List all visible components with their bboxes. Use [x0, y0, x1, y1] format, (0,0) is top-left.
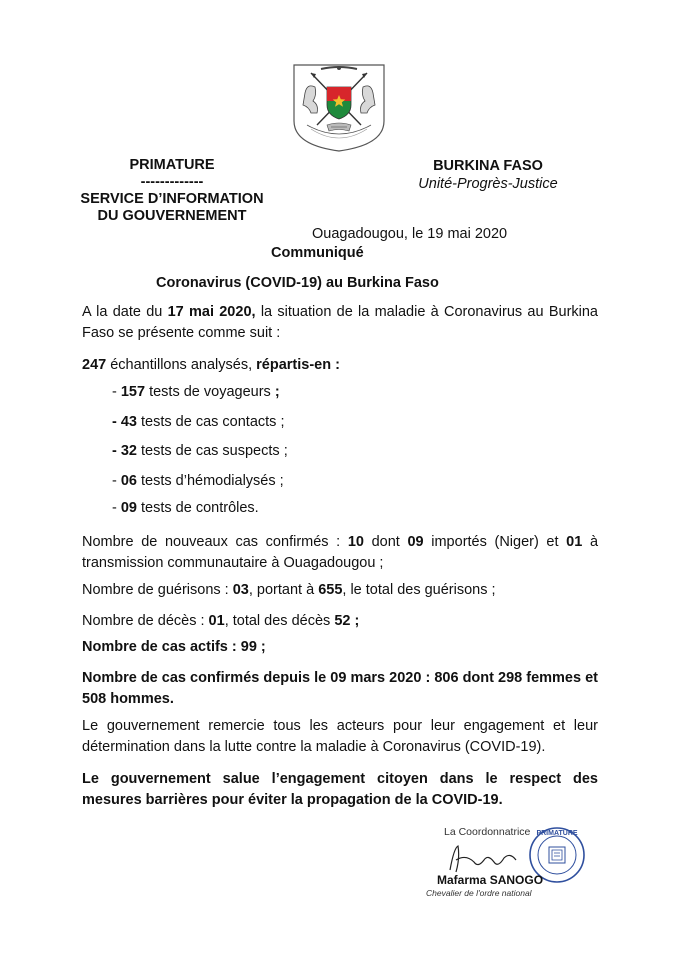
recoveries-line [82, 580, 598, 601]
new-cases-text-4: à transmission communautaire à Ouagadougou ; [82, 534, 599, 571]
deaths-new: 01 [208, 613, 225, 629]
list-bullet: - [112, 443, 121, 459]
signatory-distinction: Chevalier de l'ordre national [426, 888, 532, 898]
test-count: 157 [120, 384, 146, 400]
list-end: ; [283, 443, 288, 459]
recoveries-total: 655 [318, 582, 343, 598]
signatory-role: La Coordonnatrice [444, 826, 531, 838]
service-name-line2: DU GOUVERNEMENT [97, 208, 247, 224]
header-left [72, 157, 272, 225]
deaths-text-3: ; [350, 613, 360, 629]
stamp-label: PRIMATURE [536, 830, 578, 837]
deaths-text-2: , total des décès [224, 613, 335, 629]
test-label: tests d’hémodialysés [137, 473, 280, 489]
list-item [112, 412, 285, 432]
communique-title: Coronavirus (COVID-19) au Burkina Faso [156, 275, 439, 291]
samples-count: 247 [82, 357, 107, 373]
list-bullet: - [112, 500, 121, 516]
deaths-total: 52 [334, 613, 351, 629]
new-cases-text-3: importés (Niger) et [423, 534, 567, 550]
samples-text-1: échantillons analysés, [106, 357, 257, 373]
salute-paragraph: Le gouvernement salue l’engagement citoyen dans le respect des mesures barrières pour éviter la propagation de la COVID-19. [82, 771, 598, 808]
intro-paragraph [82, 302, 598, 344]
test-label: tests de contrôles. [137, 500, 259, 516]
national-motto: Unité-Progrès-Justice [418, 176, 558, 192]
samples-text-2: répartis-en : [256, 357, 340, 373]
list-item [112, 382, 280, 402]
new-cases-text-2: dont [363, 534, 408, 550]
new-cases-community: 01 [566, 534, 583, 550]
list-end: ; [279, 473, 284, 489]
intro-date: 17 mai 2020, [167, 304, 256, 320]
list-item [112, 471, 284, 491]
ministry-name: PRIMATURE [129, 157, 215, 173]
list-end: ; [280, 414, 285, 430]
recoveries-text-1: Nombre de guérisons : [82, 582, 233, 598]
coat-of-arms-emblem [291, 63, 387, 153]
test-label: tests de cas contacts [137, 414, 281, 430]
service-name-line1: SERVICE D’INFORMATION [80, 191, 264, 207]
total-confirmed-paragraph: Nombre de cas confirmés depuis le 09 mars 2020 : 806 dont 298 femmes et 508 hommes. [82, 670, 598, 707]
date-line: Ouagadougou, le 19 mai 2020 [312, 226, 508, 242]
new-cases-paragraph [82, 532, 598, 574]
list-bullet: - [112, 473, 121, 489]
header-right [408, 157, 568, 193]
list-item [112, 498, 259, 518]
intro-text-1: A la date du [82, 304, 168, 320]
deaths-line [82, 611, 598, 632]
recoveries-text-3: , le total des guérisons ; [342, 582, 496, 598]
test-count: 09 [120, 500, 137, 516]
test-count: 06 [120, 473, 137, 489]
thanks-paragraph: Le gouvernement remercie tous les acteurs pour leur engagement et leur détermination dans la lutte contre la maladie à Coronavirus (COVID-19). [82, 718, 598, 755]
intro-text-2: la situation de la maladie à Coronavirus au Burkina Faso se présente comme suit : [82, 304, 598, 341]
samples-line [82, 355, 598, 376]
test-label: tests de voyageurs [145, 384, 275, 400]
test-label: tests de cas suspects [137, 443, 284, 459]
list-bullet: - [112, 384, 121, 400]
test-count: 32 [120, 443, 137, 459]
country-name: BURKINA FASO [433, 158, 543, 174]
new-cases-total: 10 [347, 534, 364, 550]
list-end: ; [274, 384, 280, 400]
header-divider: ------------- [140, 174, 204, 190]
signatory-name: Mafarma SANOGO [437, 873, 544, 887]
list-bullet: - [112, 414, 121, 430]
active-cases-line: Nombre de cas actifs : 99 ; [82, 639, 266, 655]
recoveries-new: 03 [232, 582, 249, 598]
recoveries-text-2: , portant à [248, 582, 319, 598]
doc-type: Communiqué [271, 245, 364, 261]
new-cases-text-1: Nombre de nouveaux cas confirmés : [82, 534, 348, 550]
new-cases-imported: 09 [407, 534, 424, 550]
deaths-text-1: Nombre de décès : [82, 613, 209, 629]
list-item [112, 441, 288, 461]
test-count: 43 [120, 414, 137, 430]
